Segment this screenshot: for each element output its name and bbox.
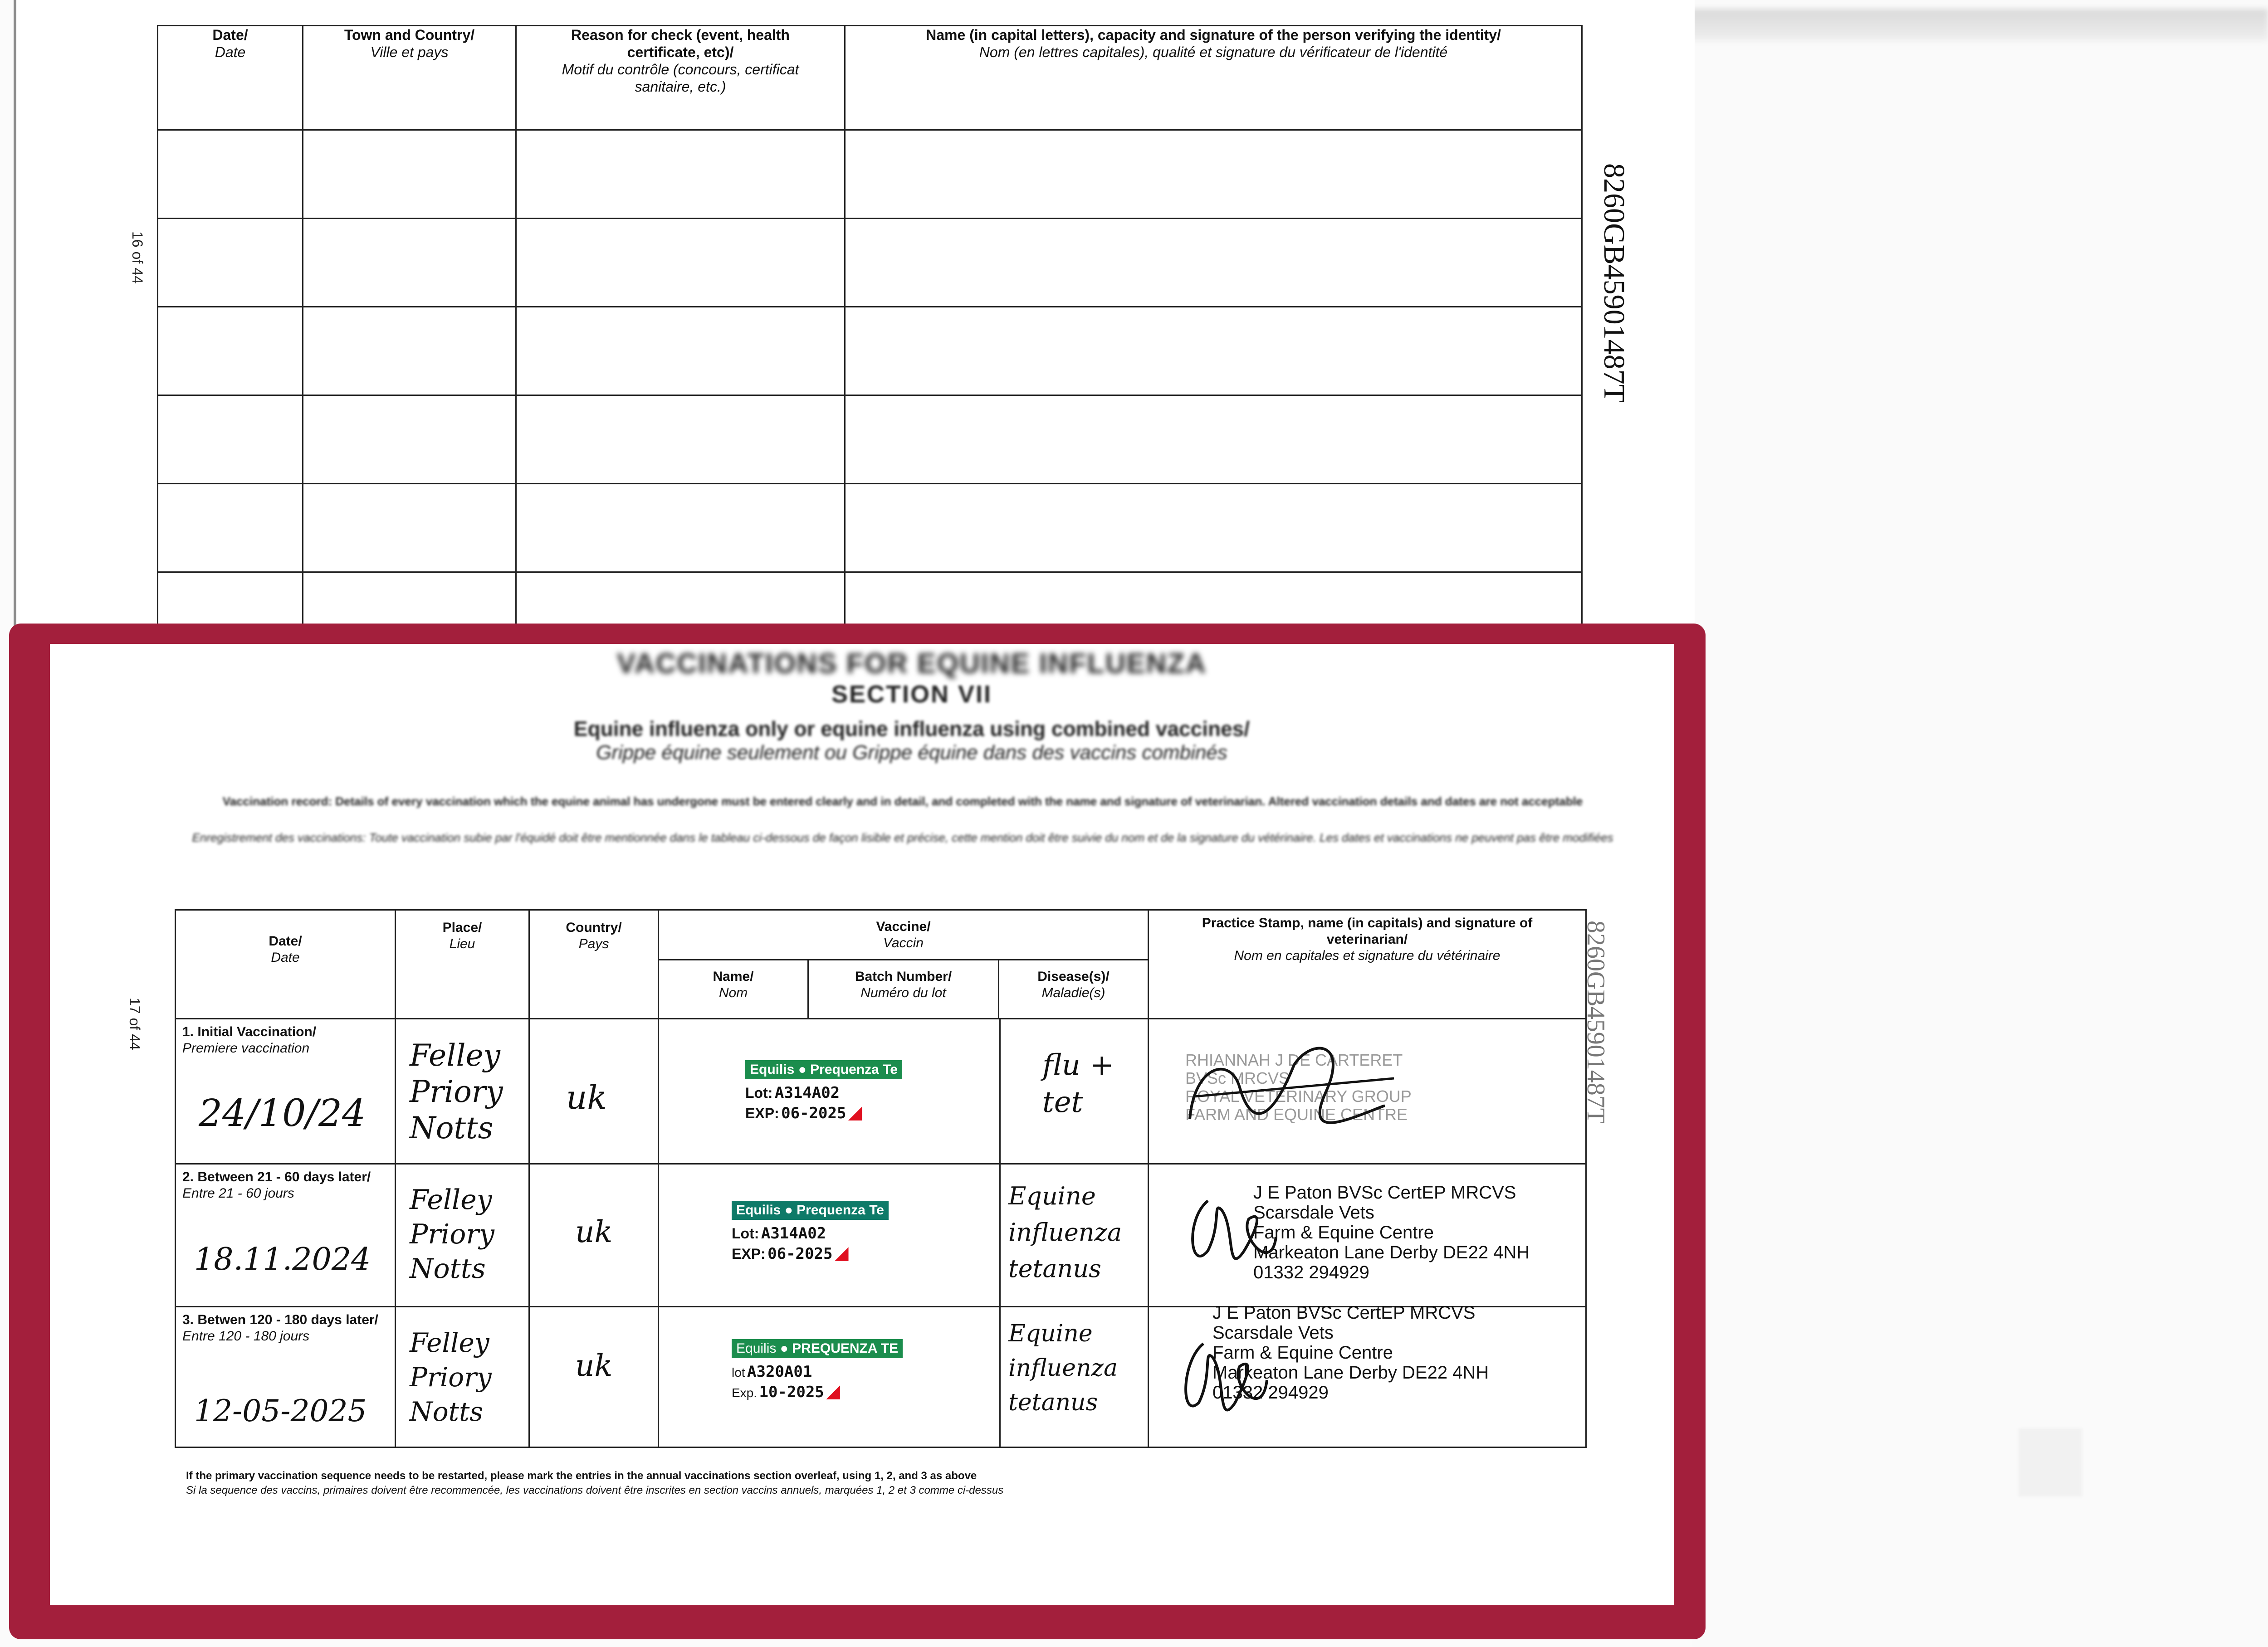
stage-label: 3. Betwen 120 - 180 days later/ Entre 120 - 180 jours	[182, 1312, 378, 1344]
country-cell	[529, 1164, 659, 1307]
vaccination-place: Felley Priory Notts	[410, 1184, 494, 1285]
table-row	[176, 1307, 1586, 1447]
header-disease: Disease(s)/ Maladie(s)	[999, 960, 1149, 1019]
vaccine-batch-label: Equilis ● Prequenza Te Lot: A314A02 EXP: 06-2025 ◢	[745, 1060, 902, 1123]
vaccination-table	[175, 909, 1587, 1448]
country-cell	[529, 1307, 659, 1447]
page-number: 17 of 44	[127, 998, 143, 1050]
vaccination-country: uk	[566, 1078, 607, 1116]
identity-check-table	[157, 25, 1583, 657]
vet-stamp: J E Paton BVSc CertEP MRCVS Scarsdale Vets Farm & Equine Centre Markeaton Lane Derby DE22 4NH 01332 294929	[1253, 1183, 1530, 1282]
expiry-date: 06-2025	[767, 1245, 833, 1263]
vaccination-country: uk	[575, 1348, 613, 1383]
instructions-fr: Enregistrement des vaccinations: Toute vaccination subie par l'équidé doit être mentionnée dans le tableau ci-dessous de façon lisible et précise, cette mention doit être suivie du nom et de la signature du vétérinaire. Les dates et vaccinations ne peuvent pas être modifiées	[192, 831, 1613, 844]
column-divider	[999, 1307, 1001, 1447]
header-reason: Reason for check (event, health certificate, etc)/ Motif du contrôle (concours, certificat sanitaire, etc.)	[516, 26, 845, 130]
passport-id: 8260GB45901487T	[1598, 163, 1631, 403]
vaccination-date: 24/10/24	[199, 1092, 366, 1135]
page-16	[14, 0, 1695, 648]
stamp-cell	[1149, 1019, 1586, 1164]
vaccine-brand: Equilis ● PREQUENZA TE	[732, 1339, 903, 1358]
scan-artifact	[2019, 1428, 2082, 1496]
vaccine-batch-label: Equilis ● PREQUENZA TE lot A320A01 Exp. 10-2025 ◢	[732, 1339, 903, 1402]
disease: flu + tet	[1042, 1048, 1114, 1119]
subtitle-fr: Grippe équine seulement ou Grippe équine dans des vaccins combinés	[596, 741, 1227, 764]
background-right	[1692, 0, 2268, 1647]
table-row	[158, 395, 1582, 484]
drop-icon: ◢	[826, 1381, 840, 1401]
footer-note-fr: Si la sequence des vaccins, primaires doivent être recommencée, les vaccinations doivent être inscrites en section vaccins annuels, marquées 1, 2 et 3 comme ci-dessus	[186, 1484, 1004, 1496]
instructions-en: Vaccination record: Details of every vaccination which the equine animal has undergone must be entered clearly and in detail, and completed with the name and signature of veterinarian. Altered vaccination details and dates are not acceptable	[222, 794, 1583, 808]
table-row	[158, 484, 1582, 572]
table-header-row	[158, 26, 1582, 130]
page-17	[50, 644, 1674, 1605]
expiry-date: 10-2025	[759, 1383, 824, 1401]
batch-number: A320A01	[747, 1363, 812, 1381]
stamp-cell	[1149, 1303, 1586, 1447]
vaccine-cell	[659, 1307, 1149, 1447]
footer-note-en: If the primary vaccination sequence needs to be restarted, please mark the entries in the annual vaccinations section overleaf, using 1, 2, and 3 as above	[186, 1470, 977, 1482]
section-title: SECTION VII	[831, 681, 992, 708]
vaccination-date: 12-05-2025	[194, 1394, 367, 1428]
date-cell	[176, 1019, 396, 1164]
table-row	[158, 219, 1582, 307]
expiry-date: 06-2025	[781, 1104, 846, 1122]
column-divider	[999, 1165, 1001, 1306]
header-place: Place/ Lieu	[396, 910, 529, 1019]
vaccination-place: Felley Priory Notts	[410, 1038, 503, 1145]
place-cell	[396, 1019, 529, 1164]
passport-id: 8260GB45901487T	[1582, 921, 1610, 1124]
date-cell	[176, 1164, 396, 1307]
vaccine-cell	[659, 1164, 1149, 1307]
disease: Equine influenza tetanus	[1008, 1320, 1118, 1416]
batch-number: A314A02	[761, 1224, 826, 1243]
column-divider	[999, 1019, 1001, 1163]
place-cell	[396, 1164, 529, 1307]
date-cell	[176, 1307, 396, 1447]
header-batch-number: Batch Number/ Numéro du lot	[808, 960, 999, 1019]
table-row	[176, 1164, 1586, 1307]
header-verifier: Name (in capital letters), capacity and signature of the person verifying the identity/ Nom (en lettres capitales), qualité et signature du vérificateur de l'identité	[845, 26, 1582, 130]
vaccine-batch-label: Equilis ● Prequenza Te Lot: A314A02 EXP: 06-2025 ◢	[732, 1201, 889, 1263]
disease: Equine influenza tetanus	[1008, 1182, 1122, 1283]
place-cell	[396, 1307, 529, 1447]
header-date: Date/ Date	[176, 910, 396, 1019]
table-header-row	[176, 910, 1586, 960]
vaccination-place: Felley Priory Notts	[410, 1327, 492, 1427]
page-number: 16 of 44	[129, 231, 146, 284]
scan-shadow	[1687, 9, 2268, 41]
header-date: Date/ Date	[158, 26, 303, 130]
signature-icon	[1172, 1330, 1276, 1439]
vaccine-brand: Equilis ● Prequenza Te	[745, 1060, 902, 1079]
header-country: Country/ Pays	[529, 910, 659, 1019]
stage-label: 2. Between 21 - 60 days later/ Entre 21 - 60 jours	[182, 1169, 371, 1201]
vaccination-country: uk	[575, 1214, 613, 1249]
header-town-country: Town and Country/ Ville et pays	[303, 26, 516, 130]
vaccination-date: 18.11.2024	[194, 1242, 371, 1277]
table-row	[158, 307, 1582, 395]
subtitle-en: Equine influenza only or equine influenza using combined vaccines/	[573, 717, 1250, 741]
header-practice-stamp: Practice Stamp, name (in capitals) and signature of veterinarian/ Nom en capitales et signature du vétérinaire	[1149, 910, 1586, 1019]
stage-label: 1. Initial Vaccination/ Premiere vaccination	[182, 1024, 317, 1056]
vaccine-cell	[659, 1019, 1149, 1164]
stamp-cell	[1149, 1164, 1586, 1307]
drop-icon: ◢	[834, 1243, 849, 1263]
header-vaccine: Vaccine/ Vaccin	[659, 910, 1149, 960]
section-heading: VACCINATIONS FOR EQUINE INFLUENZA	[616, 648, 1207, 679]
signature-icon	[1176, 1028, 1403, 1146]
vet-stamp: J E Paton BVSc CertEP MRCVS Scarsdale Vets Farm & Equine Centre Markeaton Lane Derby DE22 4NH 01332 294929	[1212, 1303, 1489, 1403]
vet-stamp: RHIANNAH J DE CARTERET BVSc MRCVS ROYAL VETERINARY GROUP FARM AND EQUINE CENTRE	[1185, 1051, 1412, 1124]
signature-icon	[1181, 1183, 1285, 1291]
vaccine-brand: Equilis ● Prequenza Te	[732, 1201, 889, 1220]
table-row	[158, 130, 1582, 219]
country-cell	[529, 1019, 659, 1164]
header-vaccine-name: Name/ Nom	[659, 960, 808, 1019]
drop-icon: ◢	[848, 1102, 862, 1122]
batch-number: A314A02	[774, 1084, 840, 1102]
table-row	[176, 1019, 1586, 1164]
